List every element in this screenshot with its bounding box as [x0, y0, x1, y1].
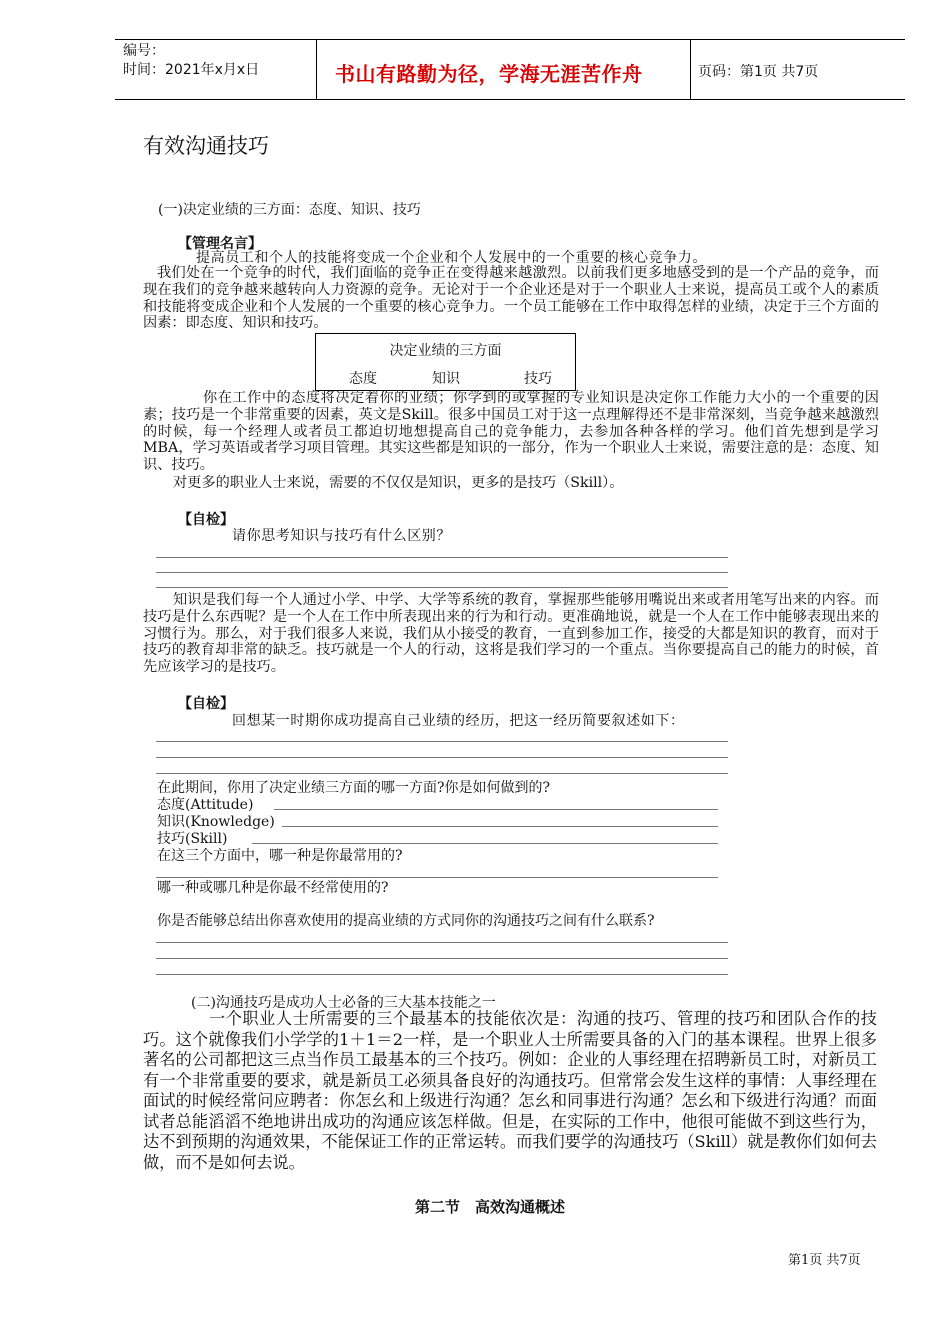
question-knowledge: 知识(Knowledge): [157, 814, 275, 830]
header-bottom-rule: [115, 99, 905, 100]
question-attitude: 态度(Attitude): [157, 797, 254, 813]
answer-line-skill[interactable]: [252, 843, 718, 844]
answer-line[interactable]: [156, 587, 728, 588]
selfcheck-question-1: 请你思考知识与技巧有什么区别？: [232, 528, 451, 544]
answer-line-attitude[interactable]: [274, 809, 718, 810]
answer-line[interactable]: [156, 958, 728, 959]
performance-factors-box: [315, 333, 576, 391]
answer-line-knowledge[interactable]: [282, 826, 718, 827]
document-time-label: 时间：2021年x月x日: [123, 62, 260, 78]
answer-line[interactable]: [156, 572, 728, 573]
header-divider-right: [690, 39, 691, 100]
section-heading-2: (二)沟通技巧是成功人士必备的三大基本技能之一: [191, 995, 496, 1011]
question-least-used: 哪一种或哪几种是你最不经常使用的?: [157, 880, 389, 896]
header-meta: [123, 42, 259, 80]
question-most-used: 在这三个方面中，哪一种是你最常用的?: [157, 848, 403, 864]
box-cell-skill: 技巧: [524, 371, 552, 387]
section-heading-1: (一)决定业绩的三方面：态度、知识、技巧: [158, 202, 421, 218]
paragraph-attitude-knowledge-skill: 你在工作中的态度将决定着你的业绩；你学到的或掌握的专业知识是决定你工作能力大小的一个重要的因素；技巧是一个非常重要的因素，英文是Skill。很多中国员工对于这一点理解得还不是非常深刻，当竞争越来越激烈的时候，每一个经理人或者员工都迫切地想提高自己的竞争能力，去参加各种各样的学习。他们首先想到是学习MBA，学习英语或者学习项目管理。其实这些都是知识的一部分，作为一个职业人士来说，需要注意的是：态度、知识、技巧。: [143, 390, 879, 474]
paragraph-communication-skill: 一个职业人士所需要的三个最基本的技能依次是：沟通的技巧、管理的技巧和团队合作的技巧。这个就像我们小学学的1＋1＝2一样，是一个职业人士所需要具备的入门的基本课程。世界上很多著名的公司都把这三点当作员工最基本的三个技巧。例如：企业的人事经理在招聘新员工时，对新员工有一个非常重要的要求，就是新员工必须具备良好的沟通技巧。但常常会发生这样的事情：人事经理在面试的时候经常问应聘者：你怎幺和上级进行沟通？怎幺和同事进行沟通？怎幺和下级进行沟通？而面试者总能滔滔不绝地讲出成功的沟通应该怎样做。但是，在实际的工作中，他很可能做不到这些行为，达不到预期的沟通效果，不能保证工作的正常运转。而我们要学的沟通技巧（Skill）就是教你们如何去做，而不是如何去说。: [143, 1009, 877, 1172]
box-cell-attitude: 态度: [349, 371, 377, 387]
paragraph-knowledge-vs-skill: 知识是我们每一个人通过小学、中学、大学等系统的教育，掌握那些能够用嘴说出来或者用笔写出来的内容。而技巧是什么东西呢？是一个人在工作中所表现出来的行为和行动。更准确地说，就是一个人在工作中能够表现出来的习惯行为。那么，对于我们很多人来说，我们从小接受的教育，一直到参加工作，接受的大都是知识的教育，而对于技巧的教育却非常的缺乏。技巧就是一个人的行动，这将是我们学习的一个重点。当你要提高自己的能力的时候，首先应该学习的是技巧。: [143, 592, 879, 676]
header-page-info: 页码：第1页 共7页: [698, 64, 819, 80]
selfcheck-label-2: 【自检】: [178, 696, 234, 712]
answer-line[interactable]: [156, 557, 728, 558]
header-divider-left: [316, 39, 317, 100]
question-relation: 你是否能够总结出你喜欢使用的提高业绩的方式同你的沟通技巧之间有什么联系?: [157, 913, 655, 929]
document-title: 有效沟通技巧: [143, 134, 269, 158]
box-cell-knowledge: 知识: [432, 371, 460, 387]
page-footer: 第1页 共7页: [788, 1253, 861, 1268]
question-which-aspect: 在此期间，你用了决定业绩三方面的哪一方面?你是如何做到的?: [157, 780, 551, 796]
selfcheck-question-2: 回想某一时期你成功提高自己业绩的经历，把这一经历简要叙述如下：: [232, 713, 685, 729]
quote-label: 【管理名言】: [178, 236, 262, 252]
paragraph-need-skill: 对更多的职业人士来说，需要的不仅仅是知识，更多的是技巧（Skill）。: [173, 475, 624, 491]
section-title-2: 第二节 高效沟通概述: [415, 1198, 566, 1216]
header-motto: 书山有路勤为径，学海无涯苦作舟: [335, 62, 643, 86]
header-top-rule: [115, 39, 905, 40]
document-number-label: 编号：: [123, 43, 165, 59]
selfcheck-label-1: 【自检】: [178, 512, 234, 528]
answer-line[interactable]: [156, 942, 728, 943]
quote-text: 提高员工和个人的技能将变成一个企业和个人发展中的一个重要的核心竞争力。: [196, 250, 707, 266]
answer-line[interactable]: [156, 757, 728, 758]
paragraph-competition: 我们处在一个竞争的时代，我们面临的竞争正在变得越来越激烈。以前我们更多地感受到的是一个产品的竞争，而现在我们的竞争越来越转向人力资源的竞争。无论对于一个企业还是对于一个职业人士来说，提高员工或个人的素质和技能将变成企业和个人发展的一个重要的核心竞争力。一个员工能够在工作中取得怎样的业绩，决定于三个方面的因素：即态度、知识和技巧。: [143, 265, 879, 332]
box-title: 决定业绩的三方面: [389, 343, 502, 359]
answer-line[interactable]: [156, 974, 728, 975]
answer-line[interactable]: [156, 773, 728, 774]
question-skill: 技巧(Skill): [157, 831, 228, 847]
answer-line[interactable]: [156, 741, 728, 742]
